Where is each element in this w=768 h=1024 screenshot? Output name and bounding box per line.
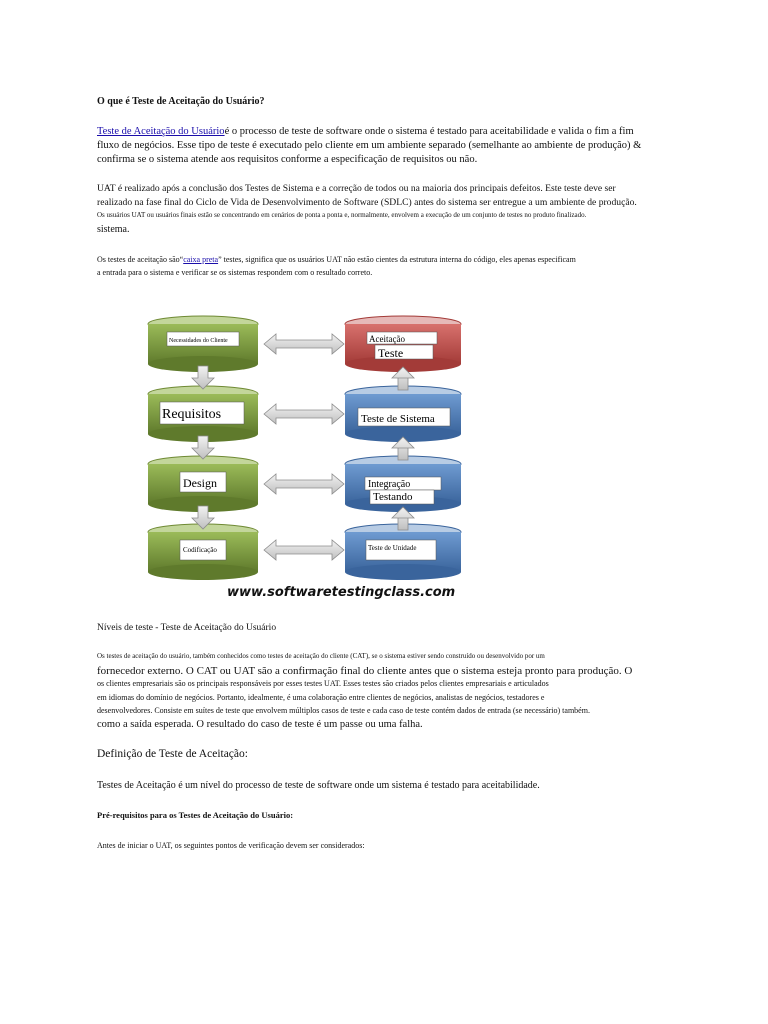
arrow-horizontal-4 — [264, 540, 344, 560]
label-integration-bottom: Testando — [373, 491, 413, 503]
quote-open: “ — [179, 255, 184, 264]
arrow-horizontal-3 — [264, 474, 344, 494]
black-box-link[interactable]: caixa preta — [183, 255, 219, 264]
cylinder-unit-test — [345, 524, 461, 580]
uat-link[interactable]: Teste de Aceitação do Usuário — [97, 126, 225, 137]
label-unit-test: Teste de Unidade — [368, 544, 417, 552]
intro-line-3: confirma se o sistema atende aos requisitos conforme a especificação de requisitos ou não. — [97, 154, 478, 165]
label-design: Design — [183, 476, 217, 490]
levels-line-1: Os testes de aceitação do usuário, também conhecidos como testes de aceitação do cliente (CAT), se o sistema estiver sendo construído ou desenvolvido por um — [97, 652, 545, 660]
label-acceptance-bottom: Teste — [378, 346, 404, 360]
watermark: www.softwaretestingclass.com — [227, 585, 456, 600]
prereq-heading: Pré-requisitos para os Testes de Aceitação do Usuário: — [97, 810, 294, 820]
uat-line-2: realizado na fase final do Ciclo de Vida de Desenvolvimento de Software (SDLC) antes do sistema ser entregue a um ambiente de produção. — [97, 197, 637, 208]
levels-line-4: em idiomas do domínio de negócios. Portanto, idealmente, é uma colaboração entre clientes de negócios, analistas de negócios, testadores e — [97, 693, 545, 702]
intro-line-1-text: é o processo de teste de software onde o sistema é testado para aceitabilidade e valida o fim a fim — [224, 126, 634, 137]
cylinder-customer-needs — [148, 316, 258, 372]
intro-line-2: fluxo de negócios. Esse tipo de teste é executado pelo cliente em um ambiente separado (semelhante ao ambiente de produção) & — [97, 140, 642, 151]
label-system-test: Teste de Sistema — [361, 413, 435, 425]
label-coding: Codificação — [183, 546, 217, 554]
levels-line-2: fornecedor externo. O CAT ou UAT são a confirmação final do cliente antes que o sistema esteja pronto para produção. O — [97, 665, 633, 677]
definition-text: Testes de Aceitação é um nível do processo de teste de software onde um sistema é testado para aceitabilidade. — [97, 780, 540, 791]
blackbox-rest: testes, significa que os usuários UAT não estão cientes da estrutura interna do código, eles apenas especificam — [221, 255, 576, 264]
label-customer-needs: Necessidades do Cliente — [169, 338, 228, 344]
label-requirements: Requisitos — [162, 407, 222, 422]
levels-heading: Níveis de teste - Teste de Aceitação do Usuário — [97, 623, 277, 633]
cylinder-acceptance-test — [345, 316, 461, 372]
page-title: O que é Teste de Aceitação do Usuário? — [97, 96, 265, 107]
arrow-horizontal-1 — [264, 334, 344, 354]
definition-heading: Definição de Teste de Aceitação: — [97, 748, 248, 760]
uat-line-3: Os usuários UAT ou usuários finais estão se concentrando em cenários de ponta a ponta e, normalmente, envolvem a execução de um conjunto de testes no produto finalizado. — [97, 211, 587, 219]
blackbox-prefix: Os testes de aceitação são — [97, 255, 180, 264]
levels-line-3: os clientes empresariais são os principais responsáveis por esses testes UAT. Esses testes são criados pelos clientes empresariais e articulados — [97, 679, 549, 688]
uat-line-4: sistema. — [97, 224, 130, 235]
v-model-diagram — [140, 312, 470, 602]
label-acceptance-top: Aceitação — [369, 334, 405, 344]
levels-line-6: como a saída esperada. O resultado do caso de teste é um passe ou uma falha. — [97, 719, 423, 730]
blackbox-line-2: a entrada para o sistema e verificar se os sistemas respondem com o resultado correto. — [97, 268, 373, 277]
uat-line-1: UAT é realizado após a conclusão dos Testes de Sistema e a correção de todos ou na maioria dos principais defeitos. Este teste deve ser — [97, 183, 616, 194]
label-integration-top: Integração — [368, 479, 411, 490]
prereq-text: Antes de iniciar o UAT, os seguintes pontos de verificação devem ser considerados: — [97, 841, 365, 850]
intro-line-1 — [97, 125, 634, 139]
arrow-horizontal-2 — [264, 404, 344, 424]
levels-line-5: desenvolvedores. Consiste em suítes de teste que envolvem múltiplos casos de teste e cada caso de teste contém dados de entrada (se necessário) também. — [97, 706, 590, 715]
quote-close: ” — [218, 255, 222, 264]
blackbox-line-1 — [97, 253, 576, 267]
